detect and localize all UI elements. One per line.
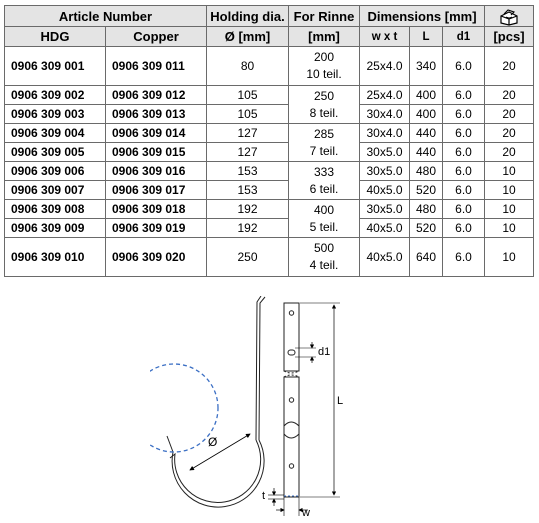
L-cell: 340 bbox=[410, 47, 443, 86]
rinne-size: 285 bbox=[313, 126, 335, 141]
hdg-cell: 0906 309 004 bbox=[5, 124, 106, 143]
table-row bbox=[5, 105, 534, 124]
package-icon bbox=[498, 9, 520, 26]
rinne-size: 400 bbox=[313, 202, 335, 217]
wxt-header: w x t bbox=[360, 27, 410, 47]
pcs-cell: 10 bbox=[485, 181, 534, 200]
L-cell: 440 bbox=[410, 143, 443, 162]
wxt-cell: 30x5.0 bbox=[360, 162, 410, 181]
rinne-cell bbox=[289, 47, 360, 86]
copper-cell: 0906 309 018 bbox=[106, 200, 207, 219]
dimensions-header: Dimensions [mm] bbox=[360, 6, 485, 27]
rinne-cell bbox=[289, 238, 360, 277]
wxt-cell: 30x5.0 bbox=[360, 200, 410, 219]
wxt-cell: 30x4.0 bbox=[360, 105, 410, 124]
pcs-cell: 20 bbox=[485, 86, 534, 105]
pcs-cell: 20 bbox=[485, 47, 534, 86]
dia-cell: 250 bbox=[207, 238, 289, 277]
t-label: t bbox=[262, 490, 266, 502]
pcs-cell: 10 bbox=[485, 200, 534, 219]
hdg-cell: 0906 309 003 bbox=[5, 105, 106, 124]
gutter-bracket-drawing bbox=[150, 296, 390, 518]
L-cell: 520 bbox=[410, 219, 443, 238]
w-label: w bbox=[302, 507, 310, 518]
dia-cell: 153 bbox=[207, 162, 289, 181]
L-cell: 400 bbox=[410, 105, 443, 124]
pcs-header: [pcs] bbox=[485, 27, 534, 47]
rinne-teil: 5 teil. bbox=[309, 219, 339, 234]
wxt-cell: 40x5.0 bbox=[360, 238, 410, 277]
copper-cell: 0906 309 015 bbox=[106, 143, 207, 162]
pcs-cell: 10 bbox=[485, 238, 534, 277]
d1-cell: 6.0 bbox=[443, 162, 485, 181]
L-cell: 480 bbox=[410, 200, 443, 219]
article-number-header: Article Number bbox=[5, 6, 207, 27]
hdg-header: HDG bbox=[5, 27, 106, 47]
L-cell: 400 bbox=[410, 86, 443, 105]
rinne-cell bbox=[289, 200, 360, 238]
wxt-cell: 25x4.0 bbox=[360, 86, 410, 105]
hdg-cell: 0906 309 001 bbox=[5, 47, 106, 86]
d1-cell: 6.0 bbox=[443, 124, 485, 143]
holding-dia-unit: Ø [mm] bbox=[207, 27, 289, 47]
diameter-label: Ø bbox=[208, 435, 218, 449]
hdg-cell: 0906 309 006 bbox=[5, 162, 106, 181]
hdg-cell: 0906 309 010 bbox=[5, 238, 106, 277]
dia-cell: 127 bbox=[207, 124, 289, 143]
copper-cell: 0906 309 013 bbox=[106, 105, 207, 124]
rinne-teil: 8 teil. bbox=[309, 105, 339, 120]
L-header: L bbox=[410, 27, 443, 47]
d1-cell: 6.0 bbox=[443, 86, 485, 105]
d1-cell: 6.0 bbox=[443, 181, 485, 200]
bracket-side-view bbox=[167, 296, 265, 507]
L-label: L bbox=[337, 395, 344, 407]
L-cell: 440 bbox=[410, 124, 443, 143]
rinne-size: 500 bbox=[313, 241, 335, 255]
rinne-size: 250 bbox=[313, 88, 335, 103]
dia-cell: 127 bbox=[207, 143, 289, 162]
pcs-cell: 10 bbox=[485, 219, 534, 238]
dia-cell: 153 bbox=[207, 181, 289, 200]
copper-header: Copper bbox=[106, 27, 207, 47]
table-row bbox=[5, 143, 534, 162]
copper-cell: 0906 309 019 bbox=[106, 219, 207, 238]
rinne-cell bbox=[289, 86, 360, 124]
wxt-cell: 40x5.0 bbox=[360, 181, 410, 200]
L-cell: 480 bbox=[410, 162, 443, 181]
dia-cell: 105 bbox=[207, 86, 289, 105]
bracket-front-view bbox=[284, 303, 299, 497]
copper-cell: 0906 309 016 bbox=[106, 162, 207, 181]
pcs-cell: 20 bbox=[485, 105, 534, 124]
for-rinne-unit: [mm] bbox=[289, 27, 360, 47]
dia-cell: 105 bbox=[207, 105, 289, 124]
for-rinne-header: For Rinne bbox=[289, 6, 360, 27]
rinne-size: 200 bbox=[313, 50, 335, 64]
table-row bbox=[5, 219, 534, 238]
table-row bbox=[5, 181, 534, 200]
table-row bbox=[5, 124, 534, 143]
table-row bbox=[5, 47, 534, 86]
d1-cell: 6.0 bbox=[443, 200, 485, 219]
hdg-cell: 0906 309 009 bbox=[5, 219, 106, 238]
package-header bbox=[485, 6, 534, 27]
hdg-cell: 0906 309 005 bbox=[5, 143, 106, 162]
d1-cell: 6.0 bbox=[443, 219, 485, 238]
wxt-cell: 30x5.0 bbox=[360, 143, 410, 162]
rinne-teil: 6 teil. bbox=[309, 181, 339, 196]
hdg-cell: 0906 309 002 bbox=[5, 86, 106, 105]
d1-cell: 6.0 bbox=[443, 238, 485, 277]
pcs-cell: 20 bbox=[485, 124, 534, 143]
rinne-teil: 7 teil. bbox=[309, 143, 339, 158]
copper-cell: 0906 309 012 bbox=[106, 86, 207, 105]
hdg-cell: 0906 309 007 bbox=[5, 181, 106, 200]
pcs-cell: 20 bbox=[485, 143, 534, 162]
product-spec-table bbox=[4, 5, 534, 277]
rinne-teil: 4 teil. bbox=[309, 258, 339, 272]
pcs-cell: 10 bbox=[485, 162, 534, 181]
d1-label: d1 bbox=[318, 346, 331, 358]
hdg-cell: 0906 309 008 bbox=[5, 200, 106, 219]
rinne-size: 333 bbox=[313, 164, 335, 179]
copper-cell: 0906 309 017 bbox=[106, 181, 207, 200]
table-row bbox=[5, 162, 534, 181]
diameter-line bbox=[190, 434, 250, 470]
d1-cell: 6.0 bbox=[443, 47, 485, 86]
copper-cell: 0906 309 020 bbox=[106, 238, 207, 277]
rinne-teil: 10 teil. bbox=[306, 67, 342, 81]
copper-cell: 0906 309 014 bbox=[106, 124, 207, 143]
d1-cell: 6.0 bbox=[443, 143, 485, 162]
wxt-cell: 30x4.0 bbox=[360, 124, 410, 143]
d1-header: d1 bbox=[443, 27, 485, 47]
holding-dia-header: Holding dia. bbox=[207, 6, 289, 27]
L-cell: 640 bbox=[410, 238, 443, 277]
table-row bbox=[5, 238, 534, 277]
table-row bbox=[5, 86, 534, 105]
rinne-cell bbox=[289, 124, 360, 162]
L-cell: 520 bbox=[410, 181, 443, 200]
copper-cell: 0906 309 011 bbox=[106, 47, 207, 86]
wxt-cell: 40x5.0 bbox=[360, 219, 410, 238]
table-row bbox=[5, 200, 534, 219]
dia-cell: 80 bbox=[207, 47, 289, 86]
wxt-cell: 25x4.0 bbox=[360, 47, 410, 86]
dia-cell: 192 bbox=[207, 219, 289, 238]
rinne-cell bbox=[289, 162, 360, 200]
d1-cell: 6.0 bbox=[443, 105, 485, 124]
dia-cell: 192 bbox=[207, 200, 289, 219]
